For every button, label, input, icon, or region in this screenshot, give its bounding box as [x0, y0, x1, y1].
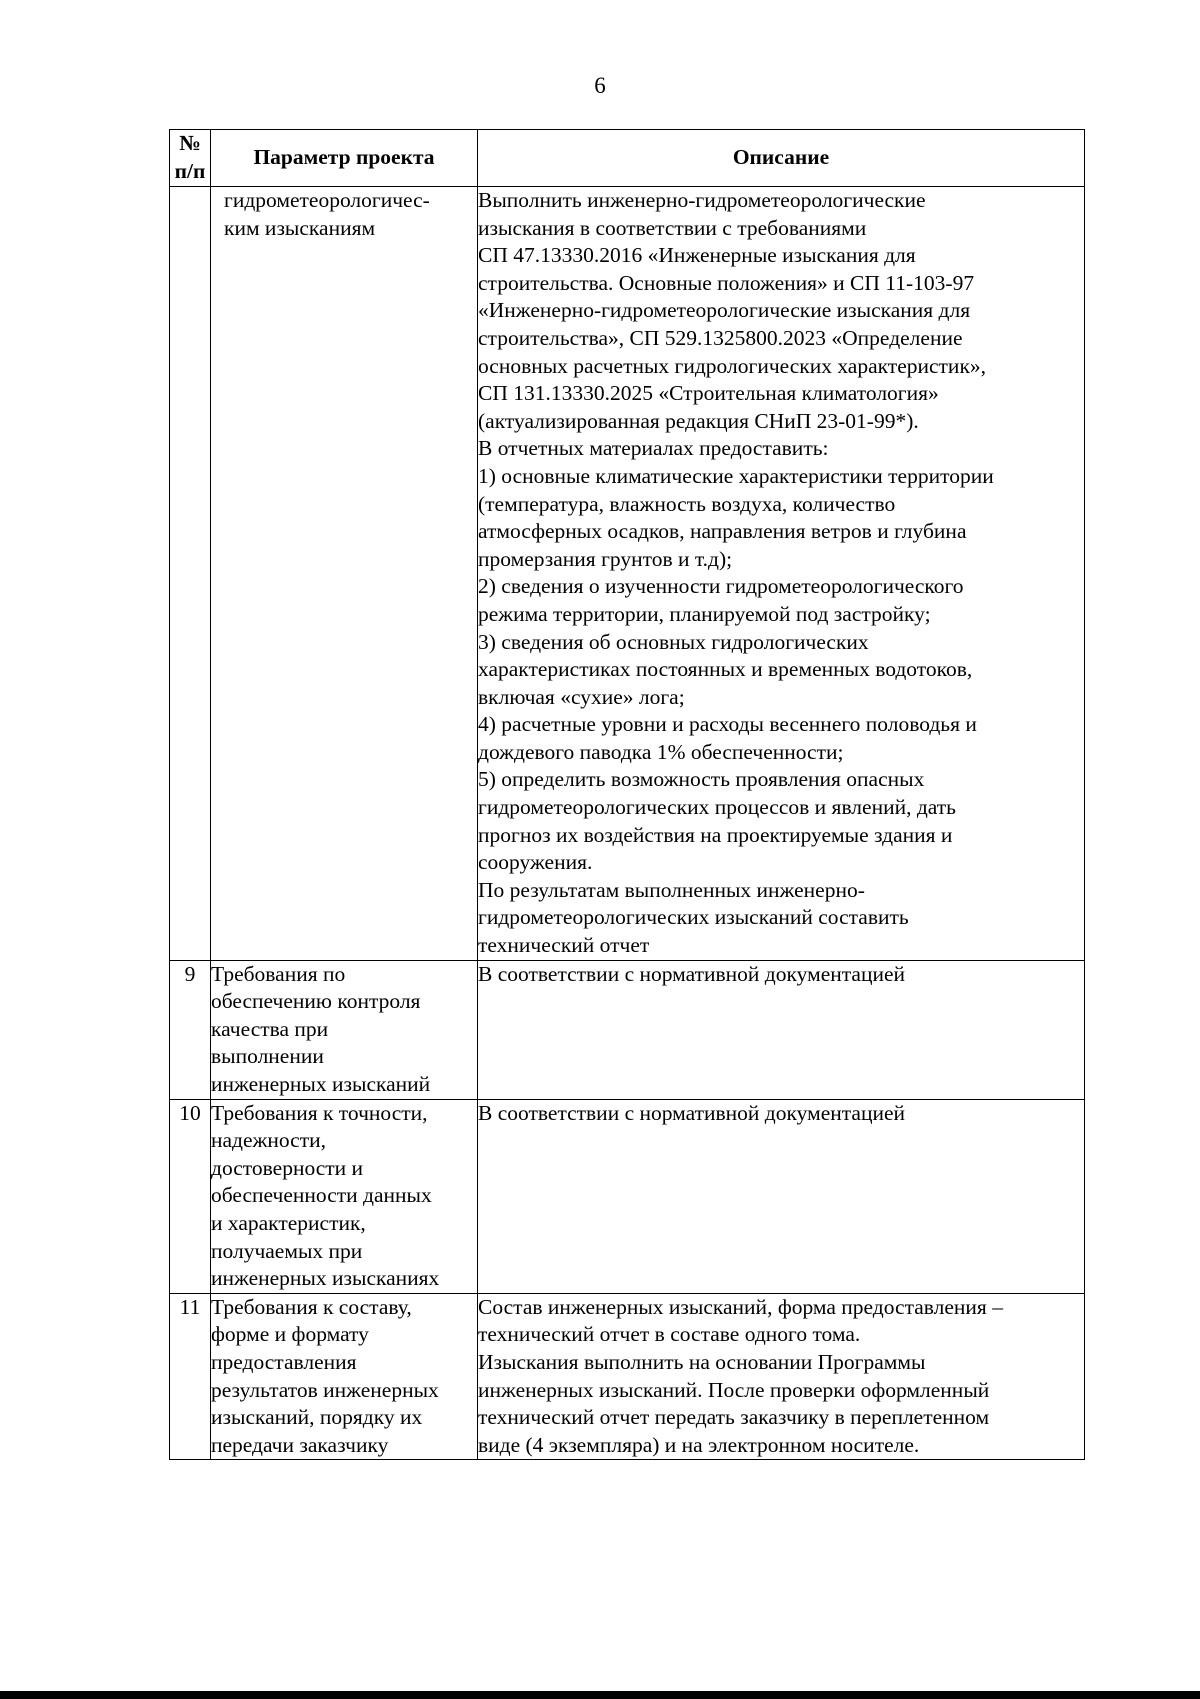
desc-line: В соответствии с нормативной документацией	[478, 1100, 906, 1125]
param-line: форме и формату	[211, 1322, 369, 1347]
param-line: Требования к точности,	[211, 1100, 428, 1125]
desc-line: СП 131.13330.2025 «Строительная климатология»	[478, 381, 939, 406]
row-description	[478, 960, 1085, 1099]
table-header-row	[170, 130, 1085, 187]
desc-line: технический отчет в составе одного тома.	[478, 1322, 861, 1347]
header-description: Описание	[478, 130, 1085, 187]
desc-line: «Инженерно-гидрометеорологические изыскания для	[478, 298, 971, 323]
desc-line: виде (4 экземпляра) и на электронном носителе.	[478, 1432, 920, 1457]
table-row	[170, 960, 1085, 1099]
desc-line: гидрометеорологических изысканий составить	[478, 905, 909, 930]
desc-line: 1) основные климатические характеристики территории	[478, 463, 994, 488]
row-number: 9	[170, 960, 211, 1099]
table-row	[170, 1293, 1085, 1460]
row-parameter	[211, 1099, 478, 1293]
param-line: гидрометеорологичес-	[224, 188, 430, 212]
desc-line: инженерных изысканий. После проверки оформленный	[478, 1377, 990, 1402]
row-number: 10	[170, 1099, 211, 1293]
param-line: передачи заказчику	[211, 1432, 389, 1457]
header-number	[170, 130, 211, 187]
param-line: инженерных изысканиях	[211, 1266, 440, 1291]
param-line: и характеристик,	[211, 1210, 366, 1235]
desc-line: дождевого паводка 1% обеспеченности;	[478, 739, 844, 764]
desc-line: изыскания в соответствии с требованиями	[478, 215, 867, 240]
desc-line: 2) сведения о изученности гидрометеорологического	[478, 574, 964, 599]
header-number-line1: №	[179, 131, 201, 156]
table-row	[170, 187, 1085, 961]
desc-line: 3) сведения об основных гидрологических	[478, 629, 869, 654]
desc-line: (актуализированная редакция СНиП 23-01-99*).	[478, 408, 919, 433]
row-description	[478, 1293, 1085, 1460]
page-number: 6	[594, 73, 606, 98]
param-line: обеспеченности данных	[211, 1183, 432, 1208]
desc-line: СП 47.13330.2016 «Инженерные изыскания для	[478, 243, 916, 268]
row-number: 11	[170, 1293, 211, 1460]
desc-line: гидрометеорологических процессов и явлений, дать	[478, 795, 956, 820]
desc-line: Состав инженерных изысканий, форма предоставления –	[478, 1294, 1003, 1319]
desc-line: сооружения.	[478, 850, 593, 875]
param-line: получаемых при	[211, 1238, 363, 1263]
desc-line: технический отчет передать заказчику в переплетенном	[478, 1405, 990, 1430]
param-line: выполнении	[211, 1044, 324, 1069]
requirements-table	[169, 129, 1085, 1460]
desc-line: основных расчетных гидрологических характеристик»,	[478, 353, 987, 378]
row-parameter	[211, 187, 478, 961]
param-line: достоверности и	[211, 1155, 364, 1180]
row-description	[478, 187, 1085, 961]
param-line: инженерных изысканий	[211, 1072, 431, 1096]
desc-line: прогноз их воздействия на проектируемые здания и	[478, 822, 953, 847]
desc-line: (температура, влажность воздуха, количество	[478, 491, 896, 516]
header-number-line2: п/п	[174, 159, 206, 183]
row-description	[478, 1099, 1085, 1293]
desc-line: строительства», СП 529.1325800.2023 «Определение	[478, 325, 963, 350]
table-row	[170, 1099, 1085, 1293]
row-parameter	[211, 960, 478, 1099]
desc-line: В отчетных материалах предоставить:	[478, 436, 829, 461]
param-line: Требования по	[211, 961, 346, 986]
param-line: ким изысканиям	[224, 215, 376, 240]
desc-line: режима территории, планируемой под застройку;	[478, 601, 931, 626]
desc-line: В соответствии с нормативной документацией	[478, 961, 906, 986]
desc-line: Изыскания выполнить на основании Программы	[478, 1349, 926, 1374]
param-line: результатов инженерных	[211, 1377, 439, 1402]
desc-line: характеристиках постоянных и временных водотоков,	[478, 657, 973, 682]
param-line: изысканий, порядку их	[211, 1405, 423, 1430]
desc-line: промерзания грунтов и т.д);	[478, 546, 733, 571]
param-line: Требования к составу,	[211, 1294, 412, 1319]
param-line: надежности,	[211, 1128, 326, 1153]
param-line: предоставления	[211, 1349, 357, 1374]
row-parameter	[211, 1293, 478, 1460]
param-line: качества при	[211, 1016, 329, 1041]
desc-line: 4) расчетные уровни и расходы весеннего половодья и	[478, 712, 977, 737]
desc-line: включая «сухие» лога;	[478, 684, 685, 709]
desc-line: Выполнить инженерно-гидрометеорологические	[478, 188, 926, 212]
desc-line: По результатам выполненных инженерно-	[478, 877, 865, 902]
param-line: обеспечению контроля	[211, 989, 421, 1014]
header-parameter: Параметр проекта	[211, 130, 478, 187]
desc-line: технический отчет	[478, 933, 650, 958]
scan-edge-bar	[0, 1691, 1200, 1699]
desc-line: атмосферных осадков, направления ветров и глубина	[478, 519, 967, 544]
desc-line: строительства. Основные положения» и СП 11-103-97	[478, 270, 975, 295]
row-number	[170, 187, 211, 961]
desc-line: 5) определить возможность проявления опасных	[478, 767, 925, 792]
